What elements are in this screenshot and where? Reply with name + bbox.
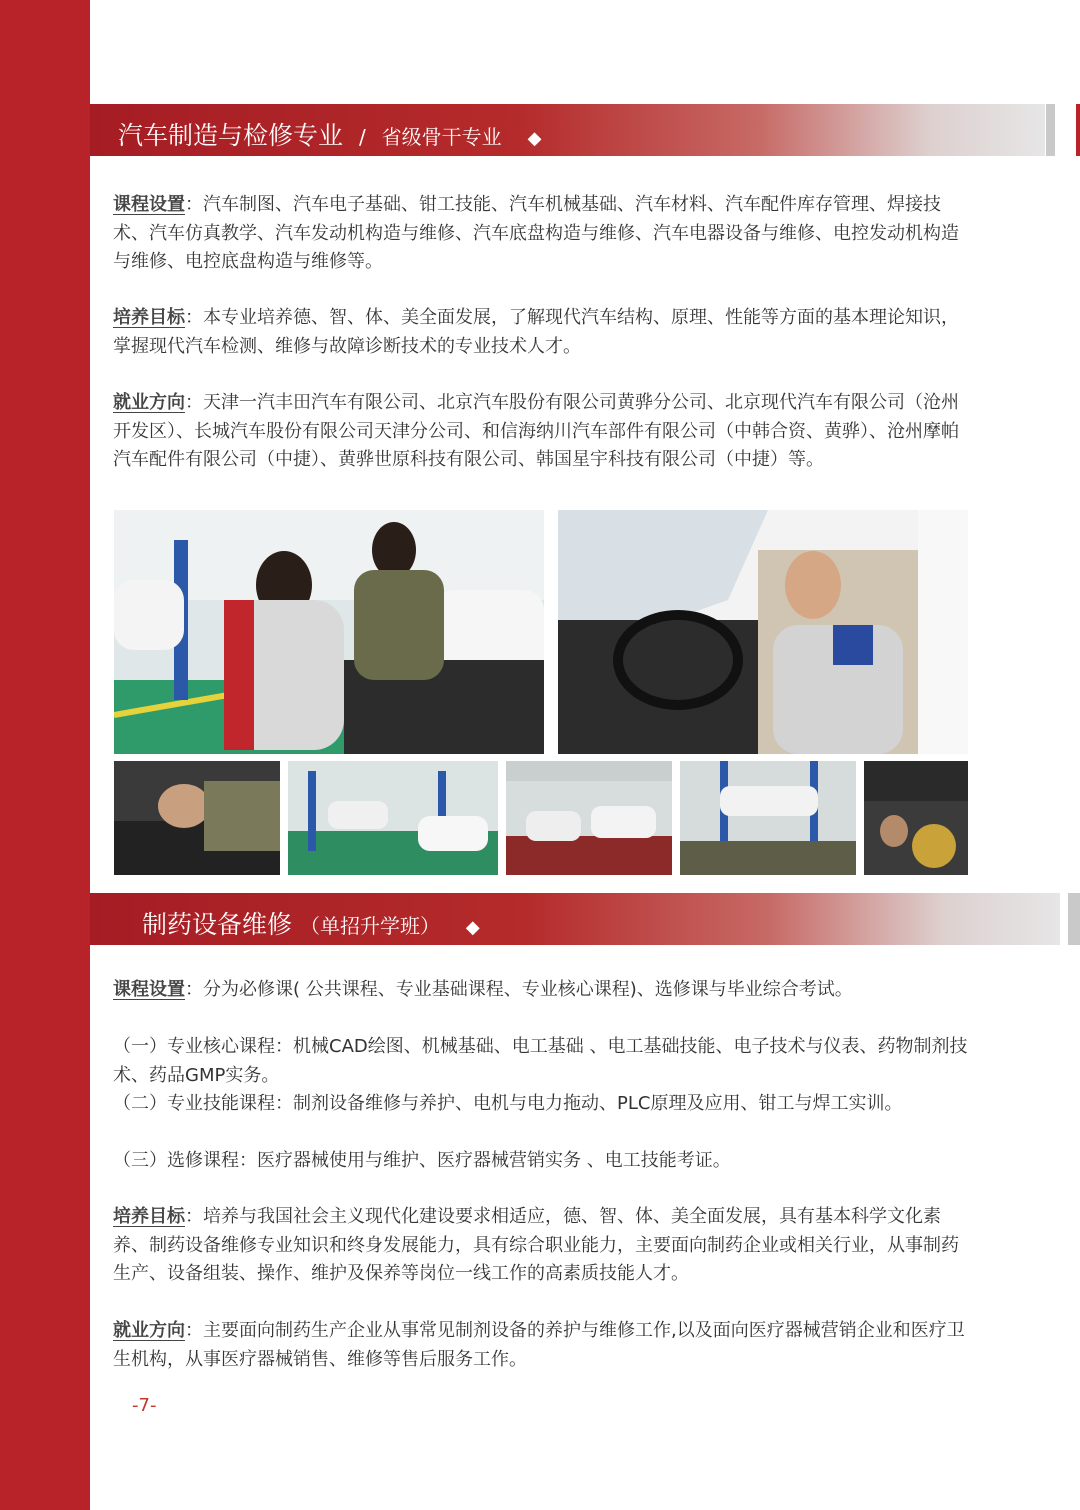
career-text: ：主要面向制药生产企业从事常见制剂设备的养护与维修工作,以及面向医疗器械营销企业和医疗卫生机构，从事医疗器械销售、维修等售后服务工作。 (113, 1320, 965, 1370)
photo-workshop-2 (506, 761, 672, 875)
section2-subtitle: （单招升学班） (299, 914, 440, 938)
section2-banner (90, 893, 1060, 945)
course-text: ：分为必修课( 公共课程、专业基础课程、专业核心课程)、选修课与毕业综合考试。 (185, 979, 853, 1000)
section1-goal (113, 304, 968, 361)
section2-skill-courses: （二）专业技能课程：制剂设备维修与养护、电机与电力拖动、PLC原理及应用、钳工与焊工实训。 (113, 1093, 903, 1114)
photo-driver-seat (558, 510, 968, 754)
photo-engine-inspection (114, 510, 544, 754)
diamond-icon: ◆ (527, 128, 542, 149)
photo-under-hood (114, 761, 280, 875)
section1-career (113, 389, 968, 475)
section1-course (113, 191, 968, 277)
decor-red-bar (1076, 104, 1080, 156)
photo-workshop-1 (288, 761, 498, 875)
section1-title: 汽车制造与检修专业 (118, 121, 344, 150)
course-label: 课程设置 (113, 194, 185, 215)
career-label: 就业方向 (113, 1320, 185, 1341)
course-text: ：汽车制图、汽车电子基础、钳工技能、汽车机械基础、汽车材料、汽车配件库存管理、焊接技术、汽车仿真教学、汽车发动机构造与维修、汽车底盘构造与维修、汽车电器设备与维修、电控发动机构造与维修、电控底盘构造与维修等。 (113, 194, 959, 272)
section2-career (113, 1317, 968, 1374)
career-text: ：天津一汽丰田汽车有限公司、北京汽车股份有限公司黄骅分公司、北京现代汽车有限公司（沧州开发区）、长城汽车股份有限公司天津分公司、和信海纳川汽车部件有限公司（中韩合资、黄骅）、沧州摩帕汽车配件有限公司（中捷）、黄骅世原科技有限公司、韩国星宇科技有限公司（中捷）等。 (113, 392, 959, 470)
goal-text: ：本专业培养德、智、体、美全面发展，了解现代汽车结构、原理、性能等方面的基本理论知识，掌握现代汽车检测、维修与故障诊断技术的专业技术人才。 (113, 307, 959, 357)
section2-heading (142, 905, 480, 941)
section2-goal (113, 1203, 968, 1289)
goal-label: 培养目标 (113, 1206, 185, 1227)
section1-heading (118, 116, 541, 152)
section1-slash: / (358, 125, 366, 149)
career-label: 就业方向 (113, 392, 185, 413)
left-red-bar (0, 0, 90, 1510)
section1-banner (90, 104, 1045, 156)
photo-undercarriage (864, 761, 968, 875)
diamond-icon: ◆ (465, 917, 480, 938)
page-number: -7- (132, 1395, 157, 1416)
section1-subtitle: 省级骨干专业 (381, 125, 502, 149)
section2-title: 制药设备维修 (142, 910, 293, 939)
section2-elective-courses: （三）选修课程：医疗器械使用与维护、医疗器械营销实务 、电工技能考证。 (113, 1150, 731, 1171)
decor-gray-bar (1046, 104, 1055, 156)
section2-course (113, 976, 968, 1005)
section2-core-courses: （一）专业核心课程：机械CAD绘图、机械基础、电工基础 、电工基础技能、电子技术与仪表、药物制剂技术、药品GMP实务。 (113, 1036, 968, 1086)
goal-text: ：培养与我国社会主义现代化建设要求相适应，德、智、体、美全面发展，具有基本科学文化素养、制药设备维修专业知识和终身发展能力，具有综合职业能力，主要面向制药企业或相关行业，从事制药生产、设备组装、操作、维护及保养等岗位一线工作的高素质技能人才。 (113, 1206, 959, 1284)
course-label: 课程设置 (113, 979, 185, 1000)
photo-car-lift (680, 761, 856, 875)
decor-gray-bar (1068, 893, 1080, 945)
goal-label: 培养目标 (113, 307, 185, 328)
